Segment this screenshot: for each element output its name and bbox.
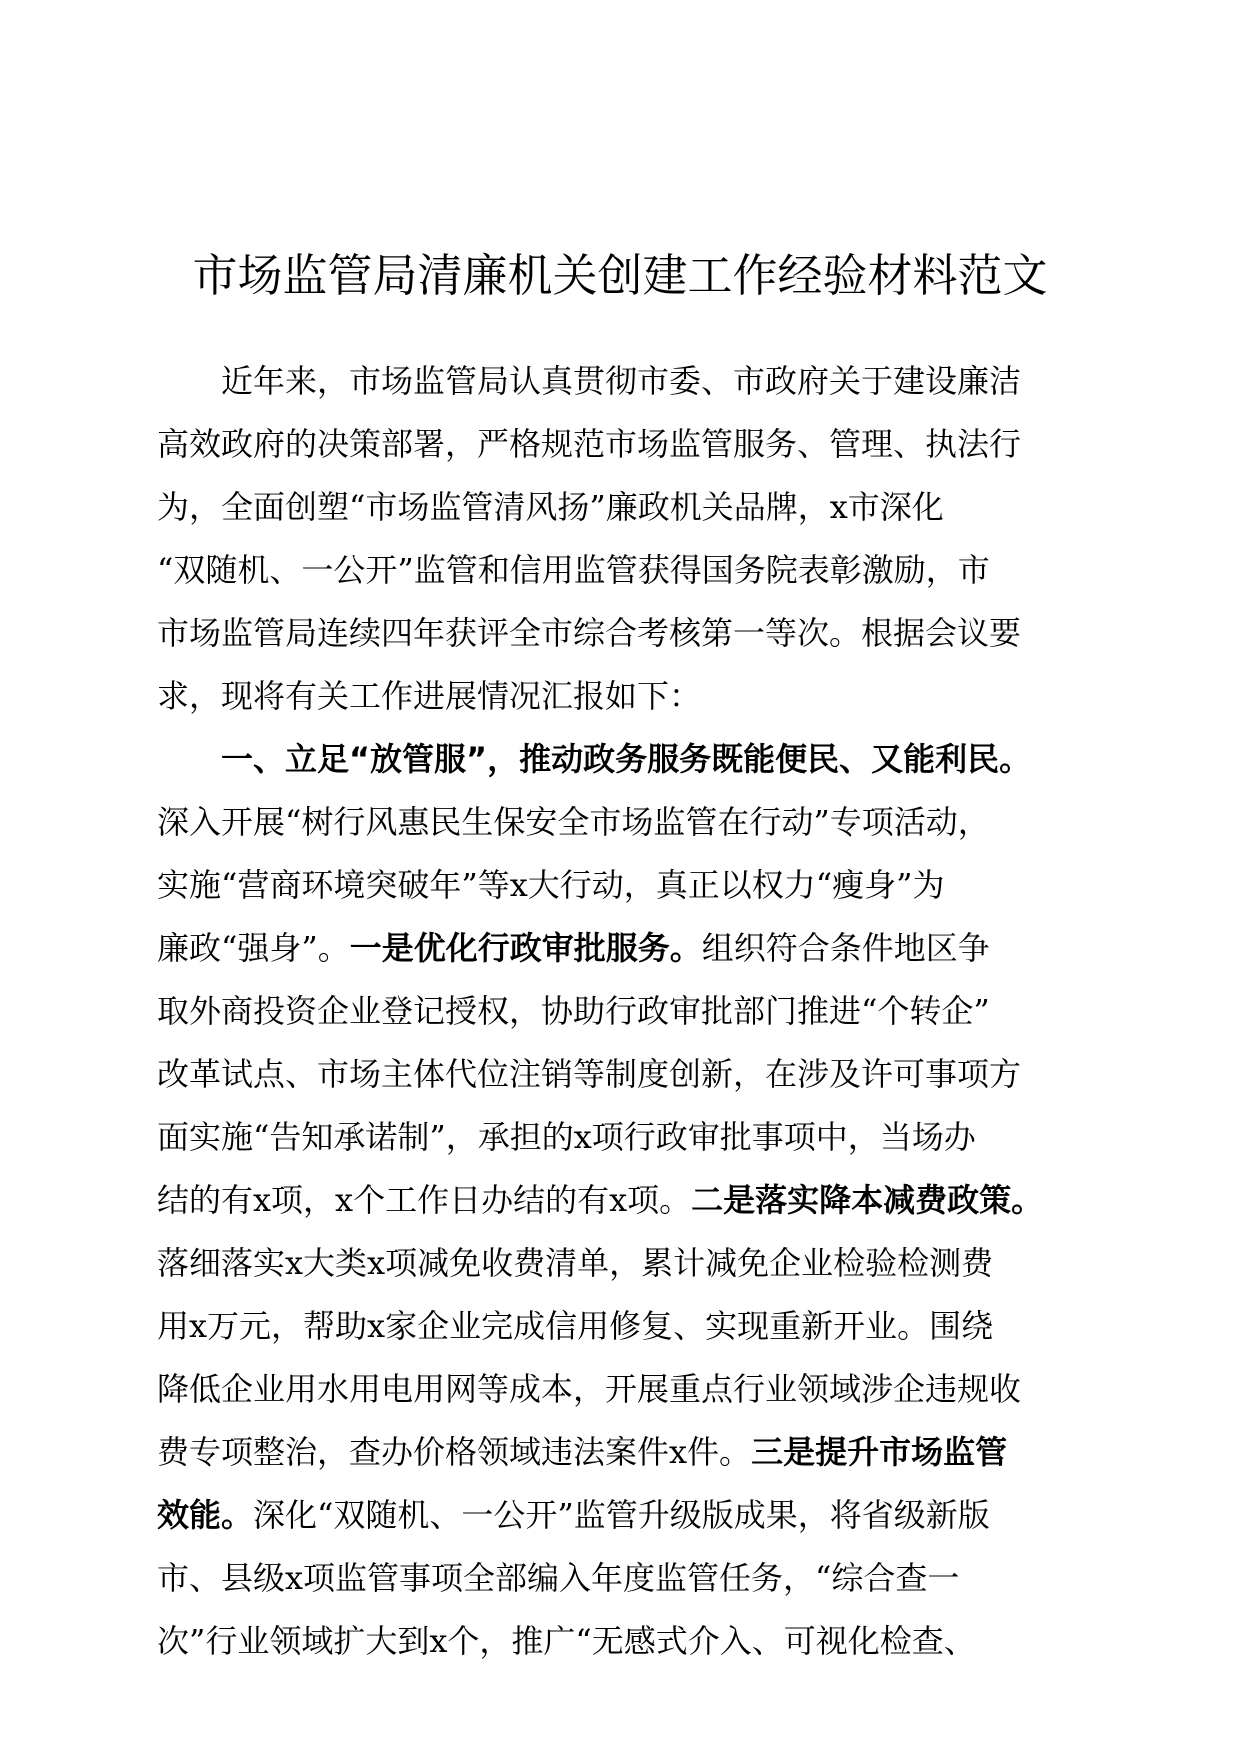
paragraph-line: 深入开展“树行风惠民生保安全市场监管在行动”专项活动， (157, 803, 990, 841)
paragraph-line (157, 1421, 1057, 1484)
text-run: 结的有x项，x个工作日办结的有x项。 (157, 1181, 692, 1219)
paragraph-line: 市场监管局连续四年获评全市综合考核第一等次。根据会议要 (157, 614, 1022, 652)
subheading-bold: 三是提升市场监管 (751, 1433, 1008, 1471)
paragraph-line: “双随机、一公开”监管和信用监管获得国务院表彰激励，市 (157, 551, 990, 589)
paragraph-line (157, 1169, 1057, 1232)
text-run: 费专项整治，查办价格领域违法案件x件。 (157, 1433, 752, 1471)
paragraph-line: 求，现将有关工作进展情况汇报如下： (157, 677, 702, 715)
paragraph-line: 改革试点、市场主体代位注销等制度创新，在涉及许可事项方 (157, 1055, 1022, 1093)
paragraph-line: 取外商投资企业登记授权，协助行政审批部门推进“个转企” (157, 992, 990, 1030)
paragraph-line: 次”行业领域扩大到x个，推广“无感式介入、可视化检查、 (157, 1622, 976, 1660)
paragraph-line: 高效政府的决策部署，严格规范市场监管服务、管理、执法行 (157, 425, 1022, 463)
subheading-bold: 二是落实降本减费政策。 (691, 1181, 1044, 1219)
section-heading: 一、立足“放管服”，推动政务服务既能便民、又能利民。 (221, 740, 1032, 778)
paragraph-line: 市、县级x项监管事项全部编入年度监管任务，“综合查一 (157, 1559, 960, 1597)
paragraph-line: 降低企业用水用电用网等成本，开展重点行业领域涉企违规收 (157, 1370, 1022, 1408)
paragraph-line (157, 1484, 1057, 1547)
paragraph-line: 实施“营商环境突破年”等x大行动，真正以权力“瘦身”为 (157, 866, 945, 904)
text-run: 组织符合条件地区争 (701, 929, 990, 967)
paragraph-line: 面实施“告知承诺制”，承担的x项行政审批事项中，当场办 (157, 1118, 976, 1156)
paragraph-line: 落细落实x大类x项减免收费清单，累计减免企业检验检测费 (157, 1244, 994, 1282)
document-body (157, 350, 1057, 1673)
subheading-bold: 一是优化行政审批服务。 (349, 929, 702, 967)
paragraph-line: 为，全面创塑“市场监管清风扬”廉政机关品牌，x市深化 (157, 488, 944, 526)
text-run: 深化“双随机、一公开”监管升级版成果，将省级新版 (253, 1496, 990, 1534)
text-run: 廉政“强身”。 (157, 929, 350, 967)
paragraph-line (157, 917, 1057, 980)
document-title: 市场监管局清廉机关创建工作经验材料范文 (192, 249, 1048, 302)
subheading-bold: 效能。 (157, 1496, 254, 1534)
paragraph-line: 用x万元，帮助x家企业完成信用修复、实现重新开业。围绕 (157, 1307, 994, 1345)
paragraph-line: 近年来，市场监管局认真贯彻市委、市政府关于建设廉洁 (221, 362, 1022, 400)
